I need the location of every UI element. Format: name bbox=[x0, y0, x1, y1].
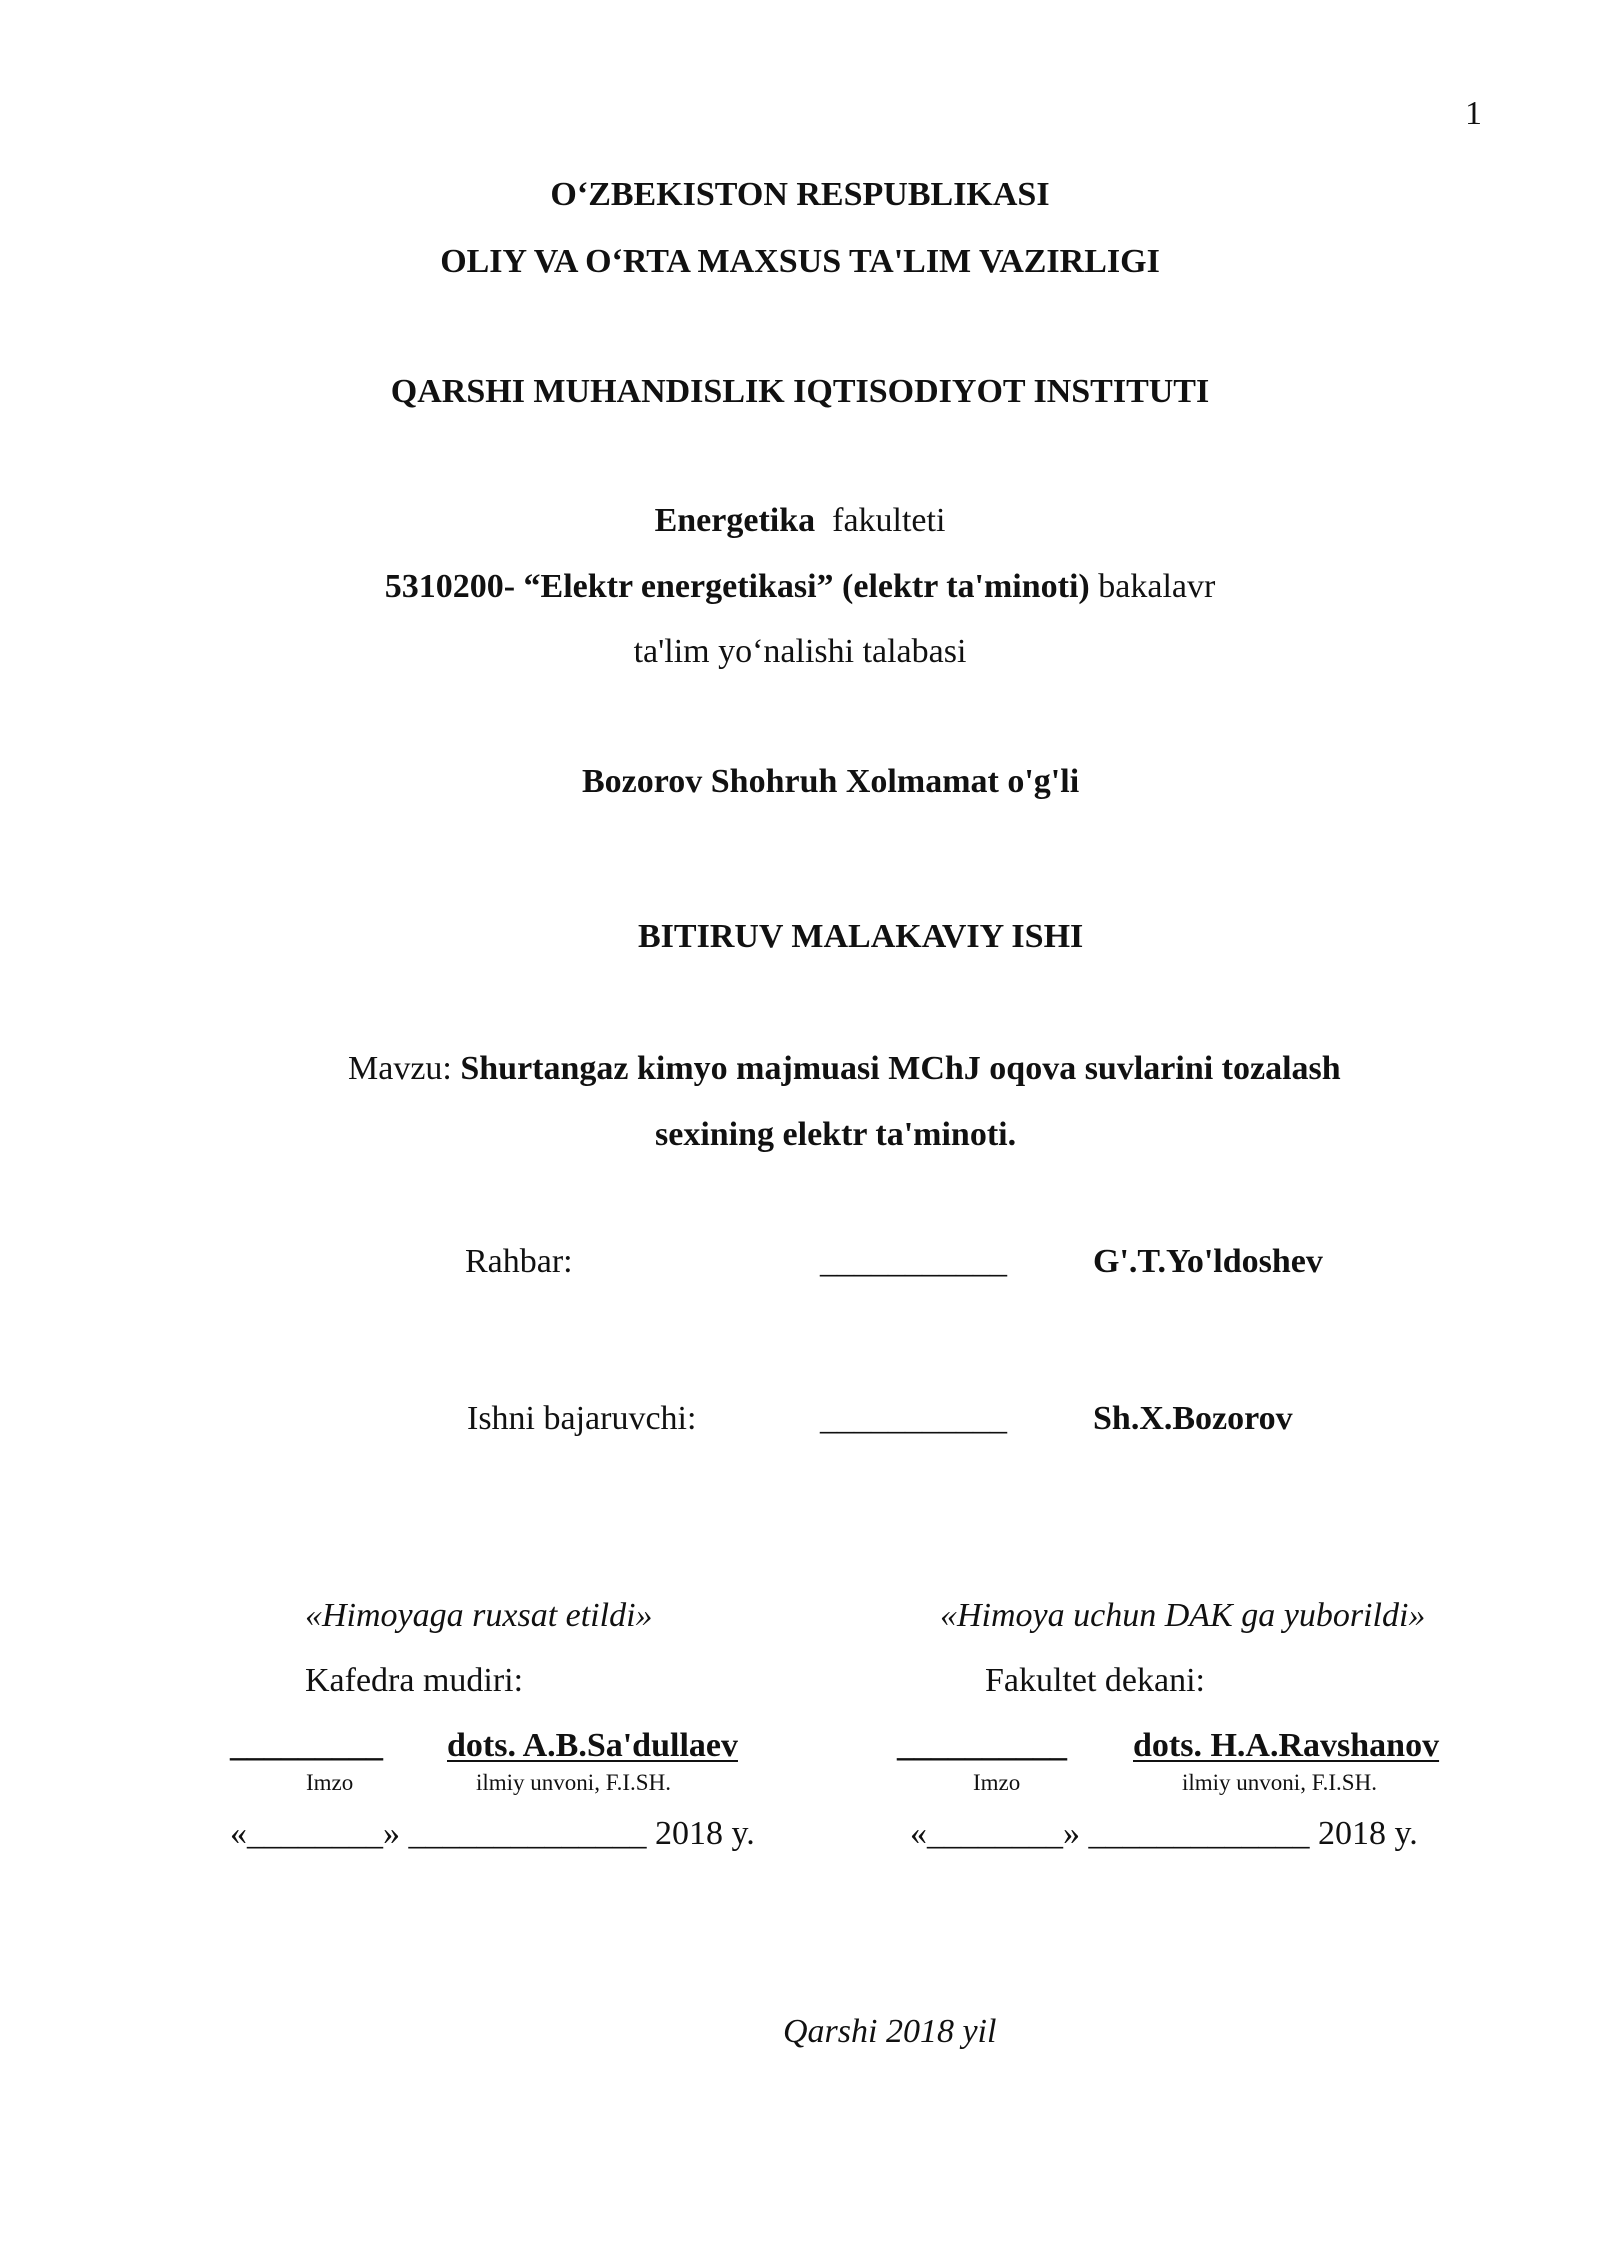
topic-label: Mavzu: bbox=[348, 1050, 452, 1087]
right-date-close-quote: » bbox=[1063, 1815, 1080, 1852]
faculty-name: Energetika bbox=[654, 502, 816, 539]
right-title-caption: ilmiy unvoni, F.I.SH. bbox=[1182, 1770, 1377, 1795]
left-sign-caption: Imzo bbox=[306, 1770, 354, 1795]
left-signature-line: _________ bbox=[230, 1727, 383, 1764]
work-title: BITIRUV MALAKAVIY ISHI bbox=[638, 918, 1084, 955]
student-name: Bozorov Shohruh Xolmamat o'g'li bbox=[582, 763, 1080, 800]
topic-text-2: sexining elektr ta'minoti. bbox=[655, 1116, 1017, 1153]
supervisor-name: G'.T.Yo'ldoshev bbox=[1093, 1243, 1323, 1280]
right-date-open-quote: « bbox=[910, 1815, 927, 1852]
left-date-month-blank: ______________ bbox=[408, 1815, 647, 1852]
supervisor-label: Rahbar: bbox=[465, 1243, 573, 1280]
right-date-month-blank: _____________ bbox=[1088, 1815, 1310, 1852]
footer-place-year: Qarshi 2018 yil bbox=[783, 2013, 997, 2050]
right-signature-line: __________ bbox=[897, 1727, 1067, 1764]
page-number: 1 bbox=[1465, 95, 1482, 132]
header-institute: QARSHI MUHANDISLIK IQTISODIYOT INSTITUTI bbox=[390, 373, 1210, 410]
left-date-close-quote: » bbox=[383, 1815, 400, 1852]
right-approval: «Himoya uchun DAK ga yuborildi» bbox=[940, 1597, 1426, 1634]
program-name: 5310200- “Elektr energetikasi” (elektr ta'minoti) bbox=[384, 568, 1090, 605]
topic-line-1 bbox=[348, 1050, 1341, 1088]
left-date-day-blank: ________ bbox=[247, 1815, 383, 1852]
right-position: Fakultet dekani: bbox=[985, 1662, 1206, 1699]
left-approval: «Himoyaga ruxsat etildi» bbox=[305, 1597, 653, 1634]
left-official-name: dots. A.B.Sa'dullaev bbox=[447, 1727, 738, 1764]
left-date-open-quote: « bbox=[230, 1815, 247, 1852]
faculty-line bbox=[0, 502, 1600, 540]
right-sign-caption: Imzo bbox=[973, 1770, 1021, 1795]
faculty-suffix: fakulteti bbox=[832, 502, 946, 539]
executor-label: Ishni bajaruvchi: bbox=[467, 1400, 697, 1437]
right-date-year: 2018 y. bbox=[1318, 1815, 1418, 1852]
direction-line: ta'lim yo‘nalishi talabasi bbox=[633, 633, 967, 670]
right-date-line bbox=[910, 1815, 1418, 1853]
left-date-year: 2018 y. bbox=[655, 1815, 755, 1852]
header-ministry: OLIY VA O‘RTA MAXSUS TA'LIM VAZIRLIGI bbox=[440, 243, 1160, 280]
executor-name: Sh.X.Bozorov bbox=[1093, 1400, 1293, 1437]
program-line bbox=[0, 568, 1600, 606]
left-title-caption: ilmiy unvoni, F.I.SH. bbox=[476, 1770, 671, 1795]
left-date-line bbox=[230, 1815, 755, 1853]
executor-signature-line: ___________ bbox=[820, 1400, 1007, 1437]
program-suffix: bakalavr bbox=[1098, 568, 1216, 605]
supervisor-signature-line: ___________ bbox=[820, 1243, 1007, 1280]
right-date-day-blank: ________ bbox=[927, 1815, 1063, 1852]
left-position: Kafedra mudiri: bbox=[305, 1662, 524, 1699]
topic-text-1: Shurtangaz kimyo majmuasi MChJ oqova suvlarini tozalash bbox=[460, 1050, 1341, 1087]
header-republic: O‘ZBEKISTON RESPUBLIKASI bbox=[550, 176, 1050, 213]
right-official-name: dots. H.A.Ravshanov bbox=[1133, 1727, 1440, 1764]
